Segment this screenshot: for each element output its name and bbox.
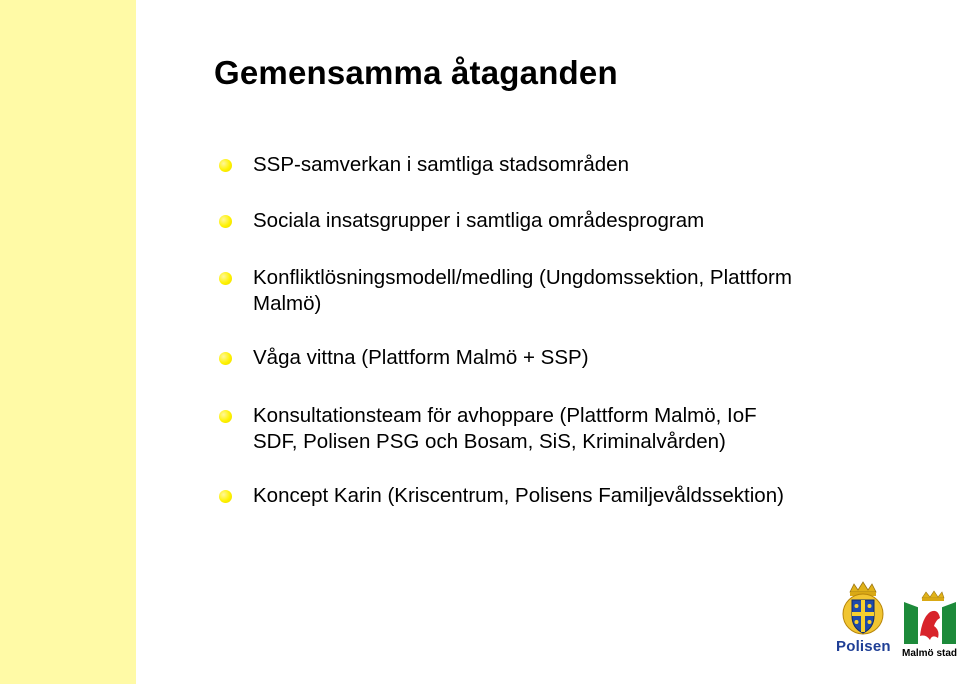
bullet-item — [253, 403, 893, 455]
bullet-line: SDF, Polisen PSG och Bosam, SiS, Kriminalvården) — [253, 430, 726, 453]
bullet-line: Våga vittna (Plattform Malmö + SSP) — [253, 346, 589, 369]
logo-area — [830, 578, 960, 684]
bullet-line: Konfliktlösningsmodell/medling (Ungdomssektion, Plattform — [253, 266, 792, 289]
malmo-stad-emblem-icon — [902, 588, 958, 644]
bullet-line: Konsultationsteam för avhoppare (Plattform Malmö, IoF — [253, 404, 757, 427]
bullet-item — [253, 483, 893, 509]
bullet-line: SSP-samverkan i samtliga stadsområden — [253, 153, 629, 176]
bullet-item — [253, 208, 893, 234]
bullet-item — [253, 152, 893, 178]
bullet-line: Koncept Karin (Kriscentrum, Polisens Familjevåldssektion) — [253, 484, 784, 507]
bullet-line: Malmö) — [253, 292, 322, 315]
bullet-dot-icon — [219, 215, 232, 228]
bullet-dot-icon — [219, 272, 232, 285]
bullet-dot-icon — [219, 159, 232, 172]
slide-title: Gemensamma åtaganden — [214, 54, 618, 91]
bullet-dot-icon — [219, 410, 232, 423]
malmo-stad-logo-text: Malmö stad — [902, 648, 958, 659]
bullet-item — [253, 345, 893, 371]
bullet-dot-icon — [219, 490, 232, 503]
bullet-line: Sociala insatsgrupper i samtliga områdesprogram — [253, 209, 705, 232]
bullet-dot-icon — [219, 352, 232, 365]
bullet-item — [253, 265, 893, 317]
polisen-logo-text: Polisen — [836, 638, 891, 655]
